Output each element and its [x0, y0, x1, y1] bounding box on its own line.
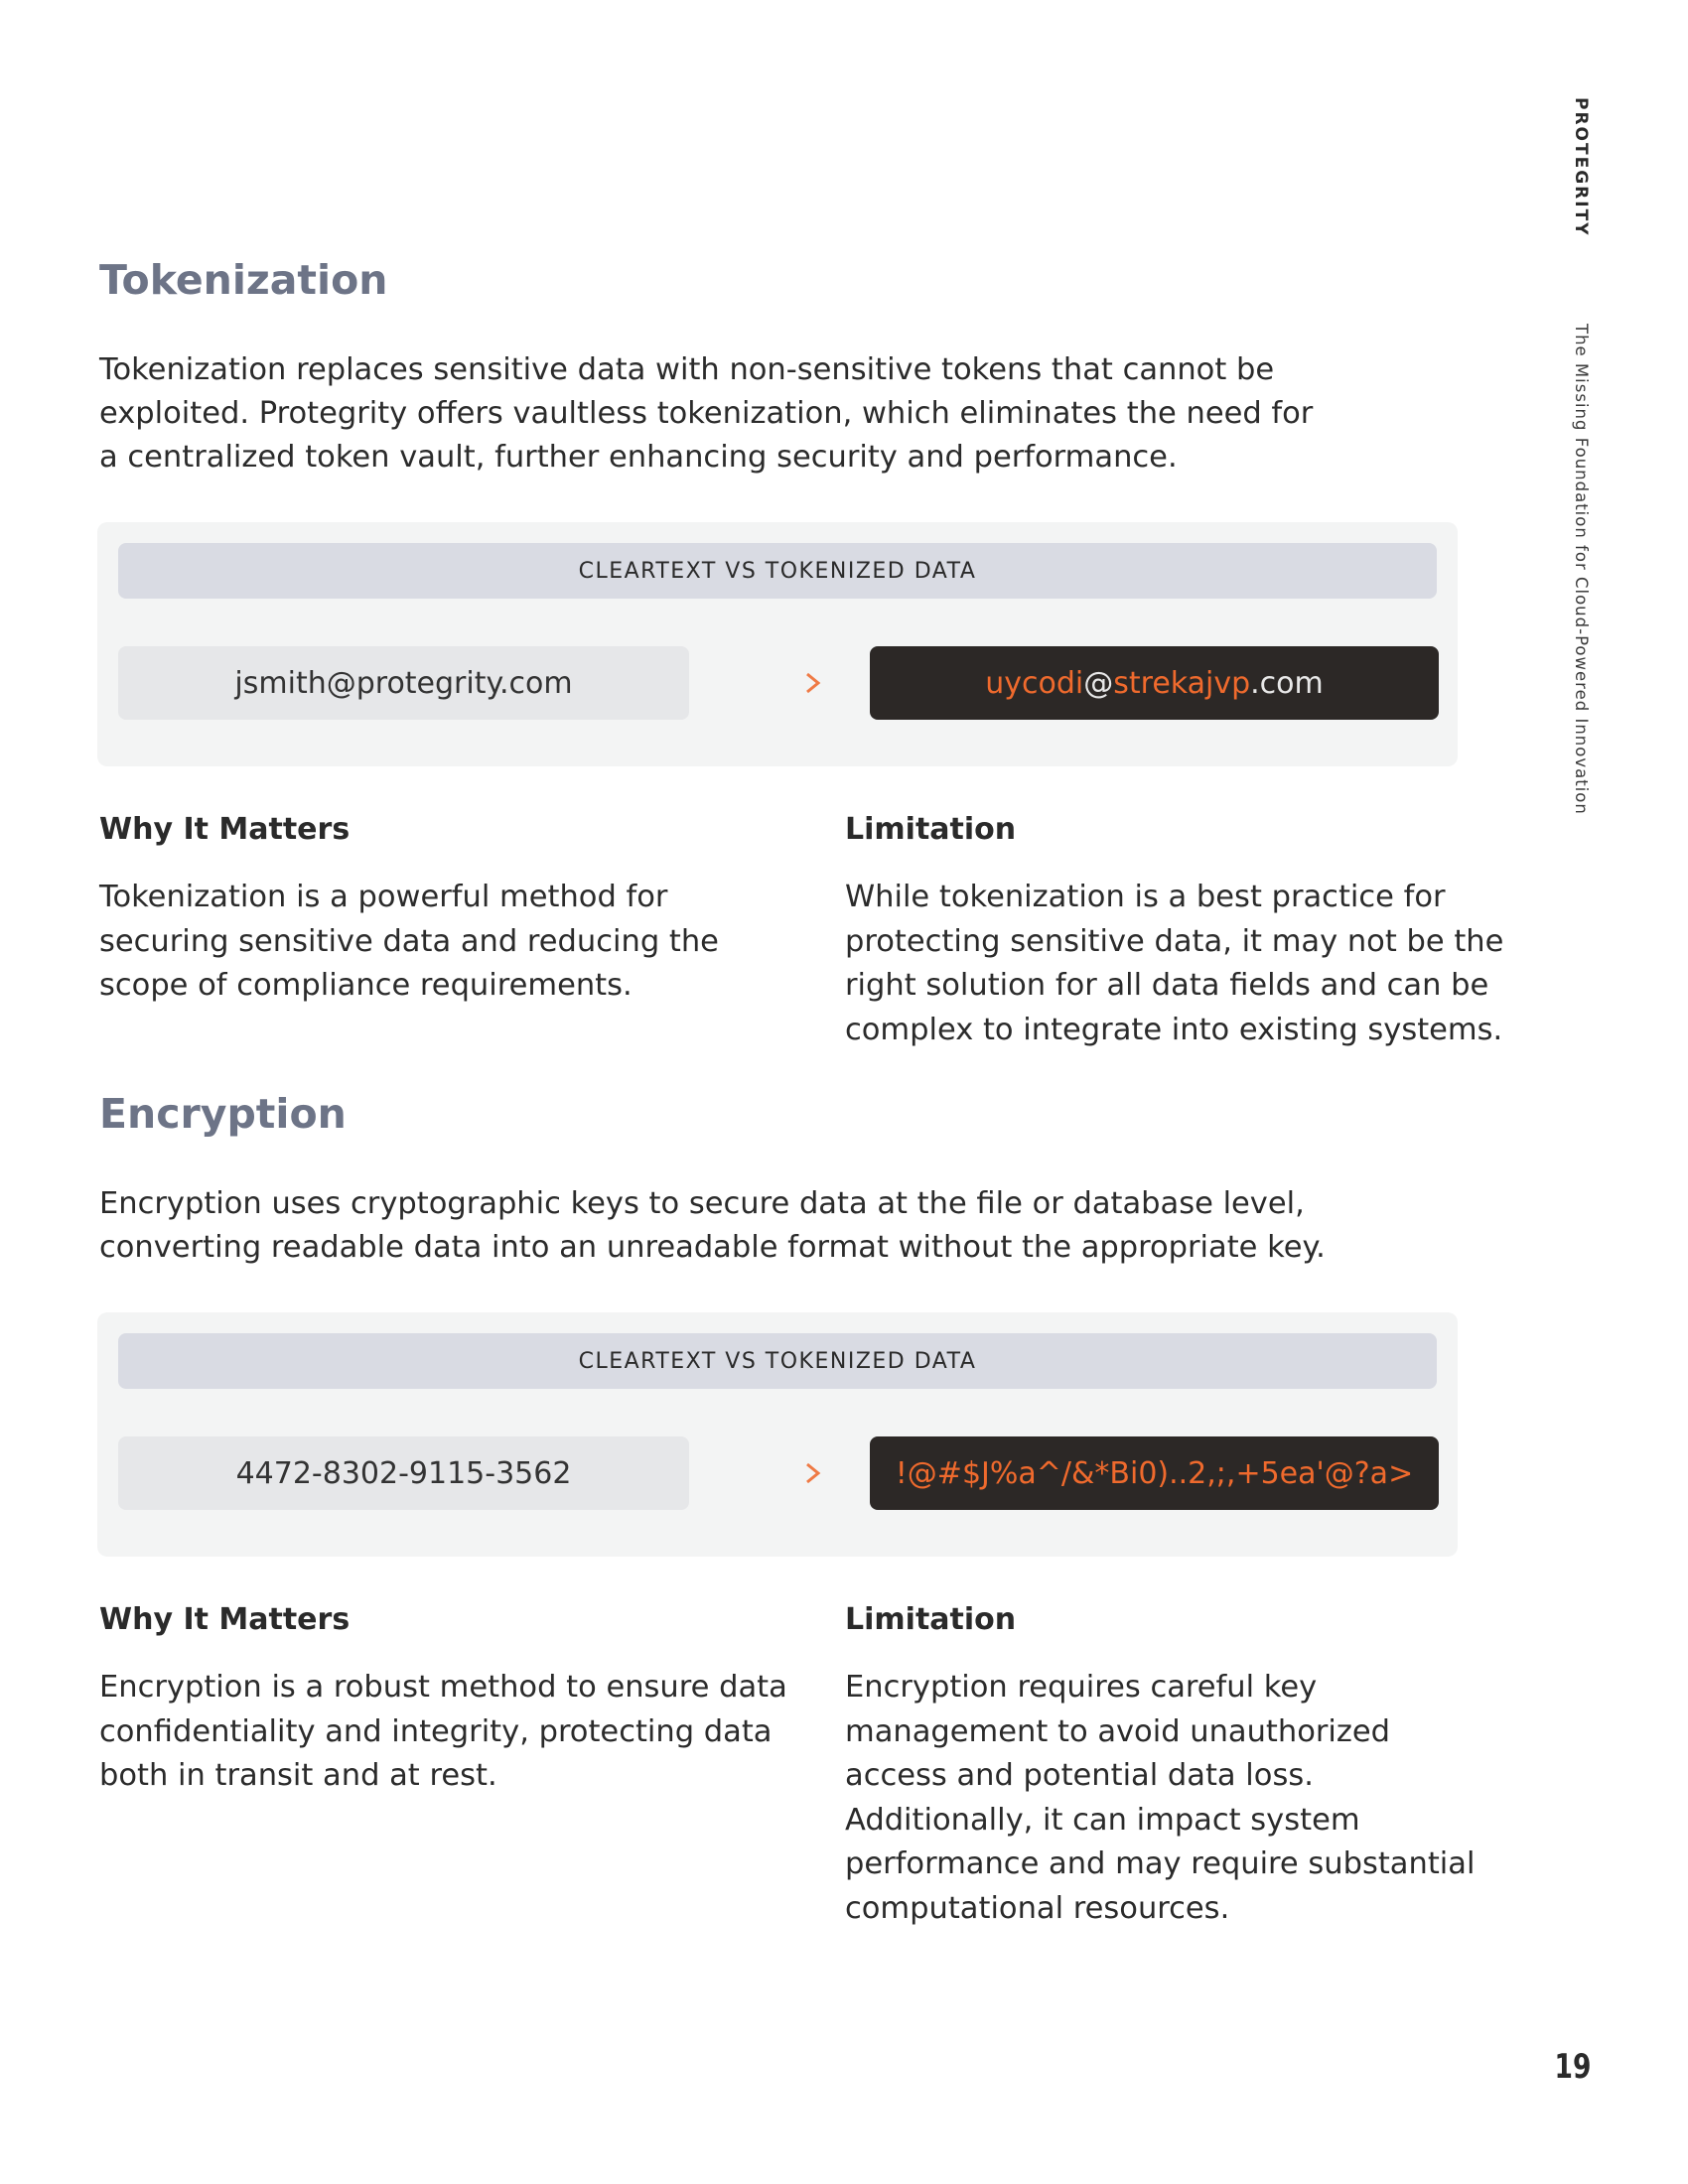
limitation-heading: Limitation [845, 1602, 1017, 1637]
cleartext-value: 4472-8302-9115-3562 [118, 1436, 689, 1510]
why-it-matters-heading: Why It Matters [99, 812, 351, 847]
tokenization-comparison-panel [97, 522, 1458, 766]
encryption-comparison-panel [97, 1312, 1458, 1557]
cleartext-value: jsmith@protegrity.com [118, 646, 689, 720]
token-local-part: uycodi [985, 665, 1084, 701]
why-it-matters-text: Encryption is a robust method to ensure data confidentiality and integrity, protecting data both in transit and at rest. [99, 1670, 787, 1793]
why-it-matters-heading: Why It Matters [99, 1602, 351, 1637]
section-title-encryption: Encryption [99, 1090, 347, 1138]
arrow-right-icon [738, 1461, 822, 1485]
section-title-tokenization: Tokenization [99, 256, 388, 304]
limitation-heading: Limitation [845, 812, 1017, 847]
limitation-text: Encryption requires careful key management to avoid unauthorized access and potential data loss. Additionally, it can impact system performance and may require substantial computational resources. [845, 1670, 1476, 1926]
encryption-intro: Encryption uses cryptographic keys to secure data at the file or database level, converting readable data into an unreadable format without the appropriate key. [99, 1186, 1326, 1265]
token-domain: strekajvp [1113, 665, 1251, 701]
token-at-sign: @ [1083, 665, 1114, 701]
tokenized-value [870, 646, 1439, 720]
page-number: 19 [1554, 2047, 1592, 2087]
limitation-text: While tokenization is a best practice for protecting sensitive data, it may not be the right solution for all data fields and can be complex to integrate into existing systems. [845, 880, 1504, 1047]
encrypted-value: !@#$J%a^/&*Bi0)..2,;,+5ea'@?a> [870, 1436, 1439, 1510]
why-it-matters-text: Tokenization is a powerful method for securing sensitive data and reducing the scope of compliance requirements. [99, 880, 719, 1003]
tokenization-intro: Tokenization replaces sensitive data with non-sensitive tokens that cannot be exploited. Protegrity offers vaultless tokenization, which eliminates the need for a centralized token vault, further enhancing security and performance. [99, 352, 1314, 475]
document-subtitle: The Missing Foundation for Cloud-Powered Innovation [1572, 324, 1591, 815]
panel-header: CLEARTEXT VS TOKENIZED DATA [118, 1333, 1437, 1389]
panel-header: CLEARTEXT VS TOKENIZED DATA [118, 543, 1437, 599]
token-tld: .com [1250, 665, 1324, 701]
arrow-right-icon [738, 671, 822, 695]
brand-name: PROTEGRITY [1571, 97, 1591, 237]
